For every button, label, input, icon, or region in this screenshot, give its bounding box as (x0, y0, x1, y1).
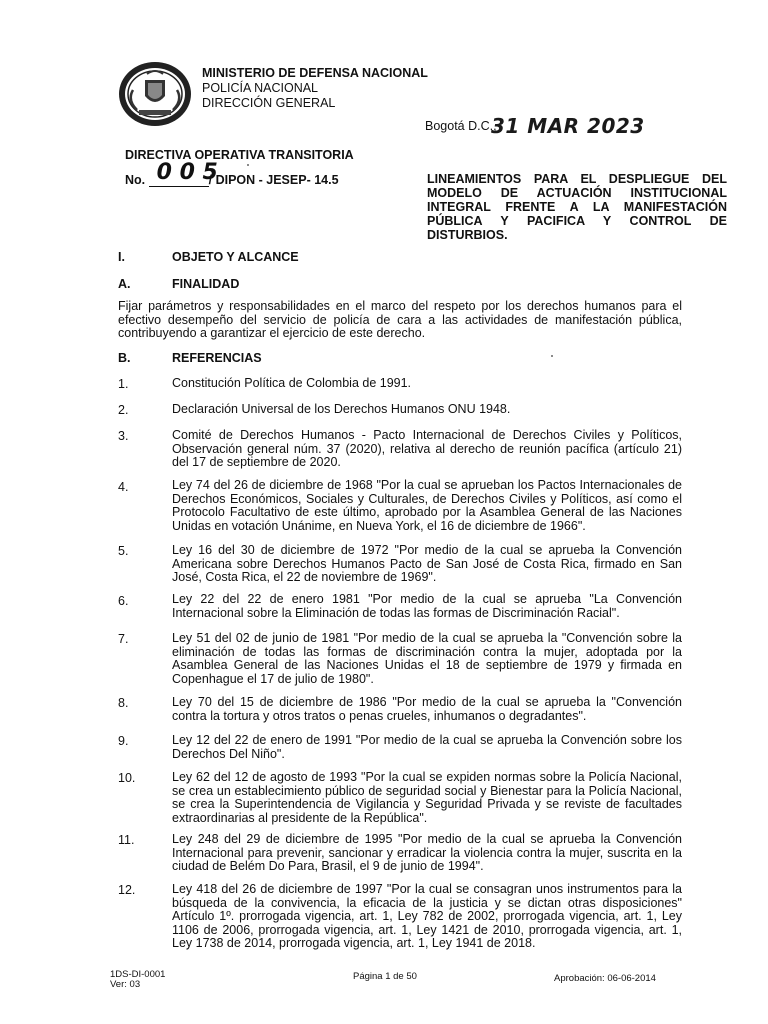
section-number: B. (118, 351, 131, 365)
reference-text: Ley 248 del 29 de diciembre de 1995 "Por medio de la cual se aprueba la Convención Internacional para prevenir, sancionar y erradicar la violencia contra la mujer, suscrita en la ciudad de Belém Do Para, Brasil, el 9 de junio de 1994". (172, 832, 682, 873)
reference-number: 4. (118, 480, 129, 494)
document-code: 1DS-DI-0001 (110, 969, 166, 980)
directive-subject: LINEAMIENTOS PARA EL DESPLIEGUE DEL MODELO DE ACTUACIÓN INSTITUCIONAL INTEGRAL FRENTE A LA MANIFESTACIÓN PÚBLICA Y PACIFICA Y CONTROL DE DISTURBIOS. (427, 172, 727, 242)
section-title: REFERENCIAS (172, 351, 262, 365)
reference-number: 6. (118, 594, 129, 608)
police-seal-logo (117, 60, 193, 128)
section-number: A. (118, 277, 131, 291)
reference-text: Ley 22 del 22 de enero 1981 "Por medio de la cual se aprueba "La Convención Internacional sobre la Eliminación de todas las formas de Discriminación Racial". (172, 592, 682, 620)
direction-name: DIRECCIÓN GENERAL (202, 96, 336, 110)
number-prefix: No. (125, 173, 146, 187)
reference-number: 7. (118, 632, 129, 646)
reference-text: Comité de Derechos Humanos - Pacto Internacional de Derechos Civiles y Políticos, Observación general núm. 37 (2020), relativa al derecho de reunión pacífica (artículo 21) del 17 de septiembre de 2020. (172, 428, 682, 469)
document-version: Ver: 03 (110, 979, 141, 990)
handwritten-number: 0 0 5 (156, 160, 218, 185)
approval-date: Aprobación: 06-06-2014 (554, 973, 656, 984)
number-line (149, 160, 218, 187)
section-title: OBJETO Y ALCANCE (172, 250, 299, 264)
reference-number: 8. (118, 696, 129, 710)
finalidad-paragraph: Fijar parámetros y responsabilidades en el marco del respeto por los derechos humanos para el efectivo desempeño del servicio de policía de cara a las actividades de manifestación pública, contribuyendo a garantizar el ejercicio de este derecho. (118, 299, 682, 340)
directive-number (125, 160, 339, 187)
reference-number: 2. (118, 403, 129, 417)
reference-text: Ley 418 del 26 de diciembre de 1997 "Por la cual se consagran unos instrumentos para la búsqueda de la convivencia, la eficacia de la justicia y se dictan otras disposiciones" Artículo 1º. prorrogada vigencia, art. 1, Ley 782 de 2002, prorrogada vigencia, art. 1, Ley 1106 de 2006, prorrogada vigencia, art. 1, Ley 1421 de 2010, prorrogada vigencia, art. 1, Ley 1738 de 2014, prorrogada vigencia, art. 1, Ley 1941 de 2018. (172, 882, 682, 950)
reference-number: 1. (118, 377, 129, 391)
reference-number: 3. (118, 429, 129, 443)
reference-text: Ley 70 del 15 de diciembre de 1986 "Por medio de la cual se aprueba la "Convención contra la tortura y otros tratos o penas crueles, inhumanos o degradantes". (172, 695, 682, 723)
reference-text: Ley 74 del 26 de diciembre de 1968 "Por la cual se aprueban los Pactos Internacionales de Derechos Económicos, Sociales y Culturales, de Derechos Civiles y Políticos, así como el Protocolo Facultativo de este último, aprobado por la Asamblea General de las Naciones Unidas en votación Unánime, en Nueva York, el 16 de diciembre de 1966". (172, 478, 682, 533)
reference-number: 10. (118, 771, 136, 785)
handwritten-date: 31 MAR 2023 (491, 114, 645, 138)
reference-number: 12. (118, 883, 136, 897)
number-suffix: / DIPON - JESEP- 14.5 (208, 173, 339, 187)
reference-text: Constitución Política de Colombia de 1991. (172, 376, 412, 390)
ministry-name: MINISTERIO DE DEFENSA NACIONAL (202, 66, 428, 80)
reference-number: 11. (118, 833, 135, 847)
reference-text: Ley 62 del 12 de agosto de 1993 "Por la cual se expiden normas sobre la Policía Nacional, se crea un establecimiento público de seguridad social y Bienestar para la Policía Nacional, se crea la Superintendencia de Vigilancia y Seguridad Privada y se reviste de facultades extraordinarias al presidente de la República". (172, 770, 682, 825)
footer-code-block (110, 970, 165, 990)
institution-header (202, 66, 428, 111)
reference-text: Ley 12 del 22 de enero de 1991 "Por medio de la cual se aprueba la Convención sobre los Derechos Del Niño". (172, 733, 682, 761)
reference-text: Ley 51 del 02 de junio de 1981 "Por medio de la cual se aprueba la "Convención sobre la eliminación de todas las formas de discriminación contra la mujer, adoptada por la Asamblea General de las Naciones Unidas el 18 de septiembre de 1979 y firmada en Copenhague el 17 de julio de 1980". (172, 631, 682, 686)
reference-number: 9. (118, 734, 129, 748)
directive-type: DIRECTIVA OPERATIVA TRANSITORIA (125, 148, 354, 162)
reference-text: Declaración Universal de los Derechos Humanos ONU 1948. (172, 402, 511, 416)
scan-speck (551, 355, 553, 357)
page-number: Página 1 de 50 (353, 971, 417, 982)
scan-speck (247, 164, 249, 166)
police-name: POLICÍA NACIONAL (202, 81, 319, 95)
section-number: I. (118, 250, 125, 264)
reference-number: 5. (118, 544, 129, 558)
reference-text: Ley 16 del 30 de diciembre de 1972 "Por medio de la cual se aprueba la Convención Americana sobre Derechos Humanos Pacto de San José de Costa Rica, firmado en San José, Costa Rica, el 22 de noviembre de 1969". (172, 543, 682, 584)
section-title: FINALIDAD (172, 277, 240, 291)
city: Bogotá D.C., (425, 119, 497, 133)
